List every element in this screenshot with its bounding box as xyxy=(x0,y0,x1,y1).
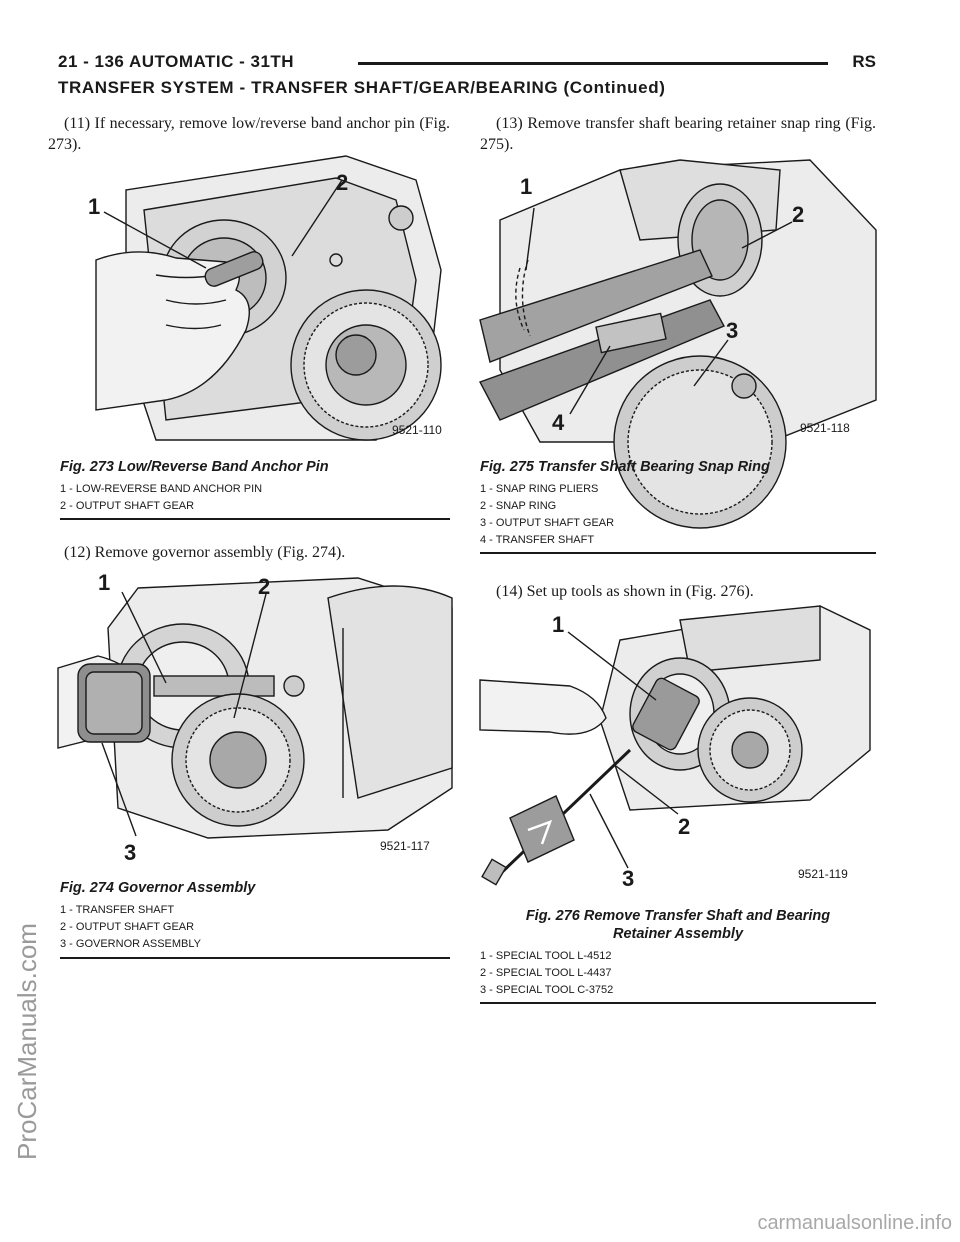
step-14-text: (14) Set up tools as shown in (Fig. 276). xyxy=(496,583,754,600)
figure-276-number: 9521-119 xyxy=(798,867,848,881)
figure-275-rule xyxy=(480,552,876,554)
figure-275-illustration xyxy=(480,150,876,442)
figure-276-legend-item: 2 - SPECIAL TOOL L-4437 xyxy=(480,967,612,979)
figure-274-callout-1: 1 xyxy=(98,570,111,595)
bottom-watermark: carmanualsonline.info xyxy=(757,1212,952,1234)
step-13-text: (13) Remove transfer shaft bearing retainer snap ring (Fig. 275). xyxy=(480,115,876,153)
figure-274-callout-2: 2 xyxy=(258,574,271,599)
figure-275-legend-item: 1 - SNAP RING PLIERS xyxy=(480,483,599,495)
figure-275-callout-2: 2 xyxy=(792,202,805,227)
figure-276-callout-2: 2 xyxy=(678,814,691,839)
header-page-number: 21 - 136 AUTOMATIC - 31TH xyxy=(58,52,295,71)
figure-274-legend-item: 3 - GOVERNOR ASSEMBLY xyxy=(60,938,202,950)
figure-274-illustration xyxy=(58,568,452,864)
figure-276-rule xyxy=(480,1002,876,1004)
figure-275-callout-1: 1 xyxy=(520,174,533,199)
figure-275-legend-item: 2 - SNAP RING xyxy=(480,500,557,512)
step-12-text: (12) Remove governor assembly (Fig. 274). xyxy=(64,544,346,561)
figure-274-legend-item: 1 - TRANSFER SHAFT xyxy=(60,904,175,916)
figure-276-callout-1: 1 xyxy=(552,612,565,637)
figure-274-callout-3: 3 xyxy=(124,840,137,865)
figure-276-callout-3: 3 xyxy=(622,866,635,891)
figure-276-caption-line: Fig. 276 Remove Transfer Shaft and Bearing xyxy=(525,908,831,924)
figure-274-caption: Fig. 274 Governor Assembly xyxy=(60,880,256,896)
page-header xyxy=(58,52,876,76)
figure-274-legend xyxy=(60,902,201,953)
figure-276-legend-item: 1 - SPECIAL TOOL L-4512 xyxy=(480,950,612,962)
figure-273-rule xyxy=(60,518,450,520)
figure-276-caption-line: Retainer Assembly xyxy=(612,926,744,942)
figure-275-number: 9521-118 xyxy=(800,421,850,435)
side-watermark: ProCarManuals.com xyxy=(12,923,42,1160)
figure-275-caption: Fig. 275 Transfer Shaft Bearing Snap Ring xyxy=(480,459,770,475)
header-section-code: RS xyxy=(852,52,876,71)
figure-274-number: 9521-117 xyxy=(380,839,430,853)
section-title: TRANSFER SYSTEM - TRANSFER SHAFT/GEAR/BEARING (Continued) xyxy=(58,78,666,97)
figure-274-legend-item: 2 - OUTPUT SHAFT GEAR xyxy=(60,921,195,933)
figure-276-illustration xyxy=(480,600,876,892)
figure-276-caption xyxy=(480,907,876,943)
figure-273-legend-item: 2 - OUTPUT SHAFT GEAR xyxy=(60,500,195,512)
figure-276-legend-item: 3 - SPECIAL TOOL C-3752 xyxy=(480,984,614,996)
figure-275-callout-3: 3 xyxy=(726,318,739,343)
figure-275-legend-item: 3 - OUTPUT SHAFT GEAR xyxy=(480,517,615,529)
figure-276-legend xyxy=(480,948,613,999)
figure-275-legend-item: 4 - TRANSFER SHAFT xyxy=(480,534,595,546)
figure-273-number: 9521-110 xyxy=(392,423,442,437)
figure-273-legend-item: 1 - LOW-REVERSE BAND ANCHOR PIN xyxy=(60,483,263,495)
figure-273-illustration xyxy=(88,150,452,442)
step-11-text: (11) If necessary, remove low/reverse band anchor pin (Fig. 273). xyxy=(48,115,450,153)
figure-273-caption: Fig. 273 Low/Reverse Band Anchor Pin xyxy=(60,459,329,475)
figure-273-legend xyxy=(60,481,262,515)
figure-275-callout-4: 4 xyxy=(552,410,565,435)
figure-273-callout-2: 2 xyxy=(336,170,349,195)
figure-275-legend xyxy=(480,481,614,549)
figure-274-rule xyxy=(60,957,450,959)
figure-273-callout-1: 1 xyxy=(88,194,101,219)
header-rule xyxy=(358,62,828,65)
